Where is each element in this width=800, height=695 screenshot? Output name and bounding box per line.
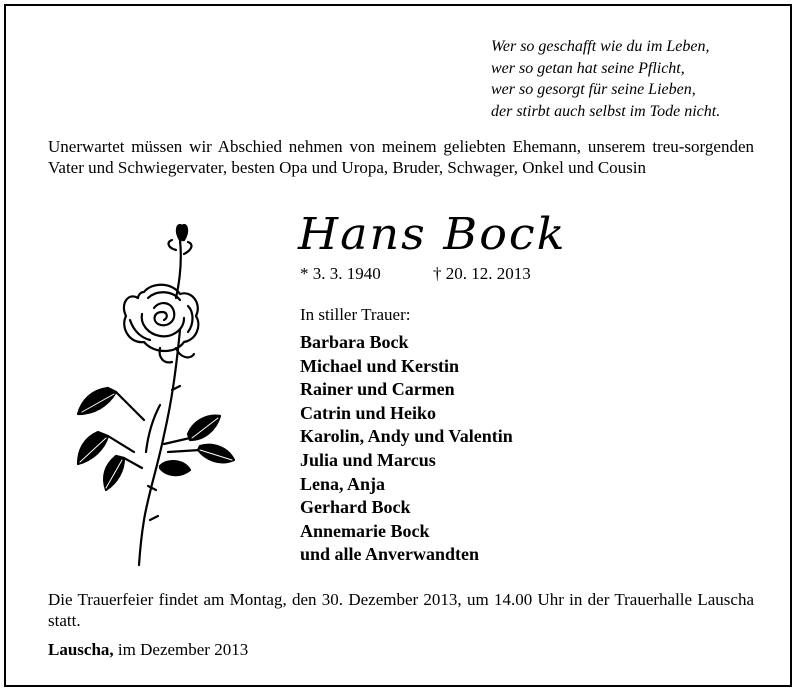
mourner: Rainer und Carmen [300,379,455,400]
poem-line: der stirbt auch selbst im Tode nicht. [491,102,721,120]
funeral-notice: Die Trauerfeier findet am Montag, den 30. Dezember 2013, um 14.00 Uhr in der Trauerhalle Lauscha statt. [48,590,754,630]
birth-date: * 3. 3. 1940 [300,264,381,283]
poem [491,36,720,122]
mourner: Julia und Marcus [300,449,436,470]
intro-text: Unerwartet müssen wir Abschied nehmen von meinem geliebten Ehemann, unserem treu-sorgenden Vater und Schwiegervater, besten Opa und Uropa, Bruder, Schwager, Onkel und Cousin [48,137,754,177]
mourner: Karolin, Andy und Valentin [300,426,513,447]
mourner: Gerhard Bock [300,497,411,518]
poem-line: Wer so geschafft wie du im Leben, [491,38,710,55]
mourner: Michael und Kerstin [300,355,460,376]
death-date: † 20. 12. 2013 [433,264,531,283]
mourner: Barbara Bock [300,332,409,352]
mourner: Catrin und Heiko [300,402,437,423]
place-date: im Dezember 2013 [113,640,249,659]
place-name: Lauscha, [48,640,114,659]
poem-line: wer so gesorgt für seine Lieben, [491,81,696,98]
mourner: Annemarie Bock [300,520,430,541]
poem-line: wer so getan hat seine Pflicht, [491,59,685,77]
mourning-label: In stiller Trauer: [300,305,411,324]
deceased-name: Hans Bock [298,208,567,260]
rose-icon [68,220,238,570]
mourner: und alle Anverwandten [300,544,480,565]
obituary-notice [4,4,792,687]
mourner: Lena, Anja [300,473,386,494]
mourners-list [300,331,513,567]
place-and-date [48,640,248,660]
